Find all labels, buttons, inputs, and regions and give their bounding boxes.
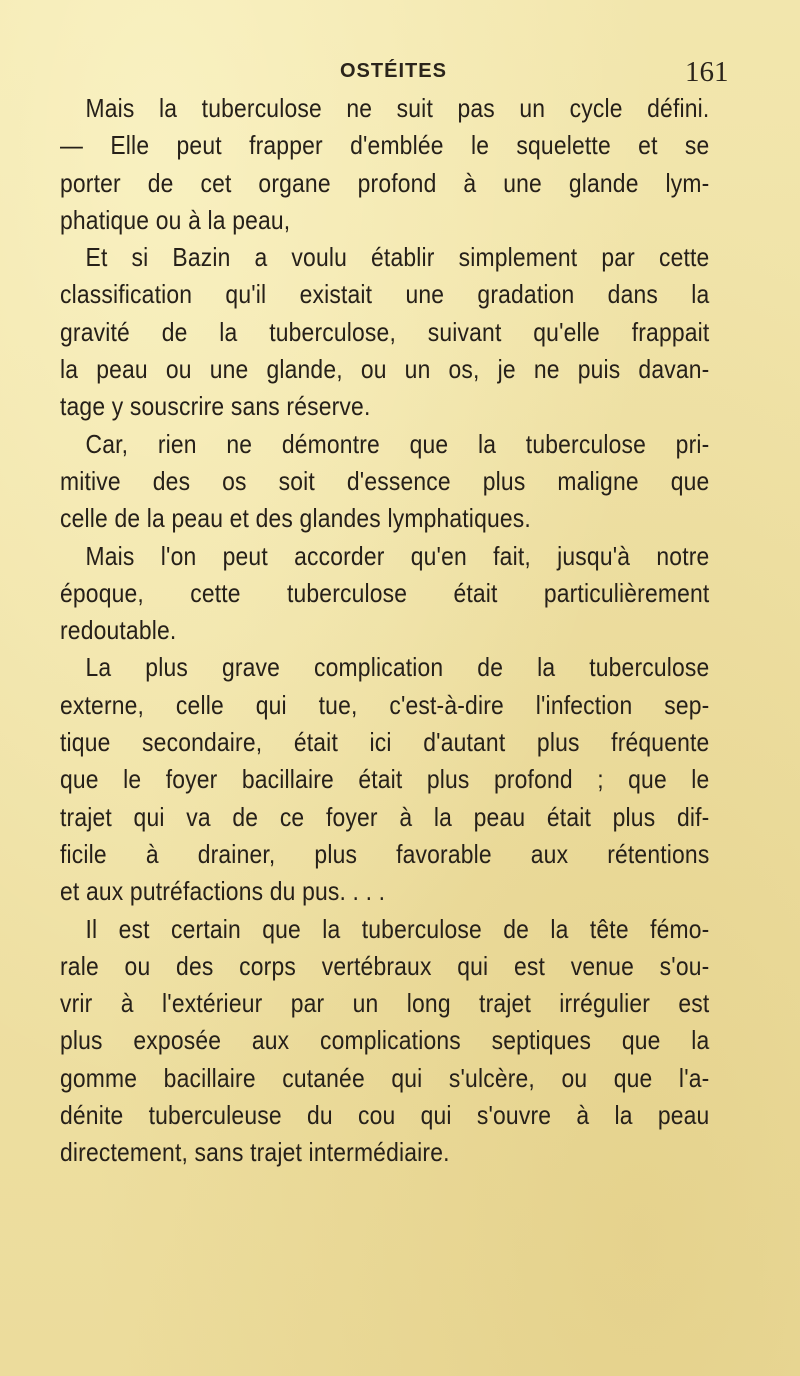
text-line: que le foyer bacillaire était plus profond ; que le (60, 764, 710, 795)
text-line: redoutable. (60, 615, 177, 646)
text-line: porter de cet organe profond à une glande lym- (60, 167, 710, 198)
text-line: — Elle peut frapper d'emblée le squelette et se (60, 130, 710, 161)
text-line: trajet qui va de ce foyer à la peau était plus dif- (60, 801, 710, 832)
body-text (60, 90, 710, 1172)
text-line: tage y souscrire sans réserve. (60, 391, 371, 422)
text-line: celle de la peau et des glandes lymphatiques. (60, 503, 531, 534)
running-header (0, 58, 800, 88)
text-line: mitive des os soit d'essence plus maligne que (60, 465, 710, 496)
text-line: Et si Bazin a voulu établir simplement par cette (85, 242, 710, 273)
text-line: phatique ou à la peau, (60, 204, 291, 235)
text-line: gomme bacillaire cutanée qui s'ulcère, ou que l'a- (60, 1062, 710, 1093)
text-line: La plus grave complication de la tuberculose (85, 652, 710, 683)
text-line: rale ou des corps vertébraux qui est venue s'ou- (60, 950, 710, 981)
text-line: classification qu'il existait une gradation dans la (60, 279, 710, 310)
running-title: OSTÉITES (340, 60, 447, 82)
text-line: dénite tuberculeuse du cou qui s'ouvre à la peau (60, 1100, 710, 1131)
text-line: externe, celle qui tue, c'est-à-dire l'infection sep- (60, 689, 710, 720)
text-line: la peau ou une glande, ou un os, je ne puis davan- (60, 354, 710, 385)
text-line: gravité de la tuberculose, suivant qu'elle frappait (60, 316, 710, 347)
text-line: et aux putréfactions du pus. . . . (60, 876, 386, 907)
text-line: plus exposée aux complications septiques que la (60, 1025, 710, 1056)
text-line: Car, rien ne démontre que la tuberculose pri- (85, 428, 710, 459)
text-line: tique secondaire, était ici d'autant plus fréquente (60, 727, 710, 758)
text-line: Mais l'on peut accorder qu'en fait, jusqu'à notre (85, 540, 710, 571)
text-line: époque, cette tuberculose était particulièrement (60, 577, 710, 608)
page-number: 161 (685, 56, 729, 88)
text-line: vrir à l'extérieur par un long trajet irrégulier est (60, 988, 710, 1019)
text-line: ficile à drainer, plus favorable aux rétentions (60, 838, 710, 869)
text-line: Il est certain que la tuberculose de la tête fémo- (85, 913, 710, 944)
text-line: Mais la tuberculose ne suit pas un cycle défini. (85, 93, 710, 123)
text-line: directement, sans trajet intermédiaire. (60, 1137, 450, 1168)
